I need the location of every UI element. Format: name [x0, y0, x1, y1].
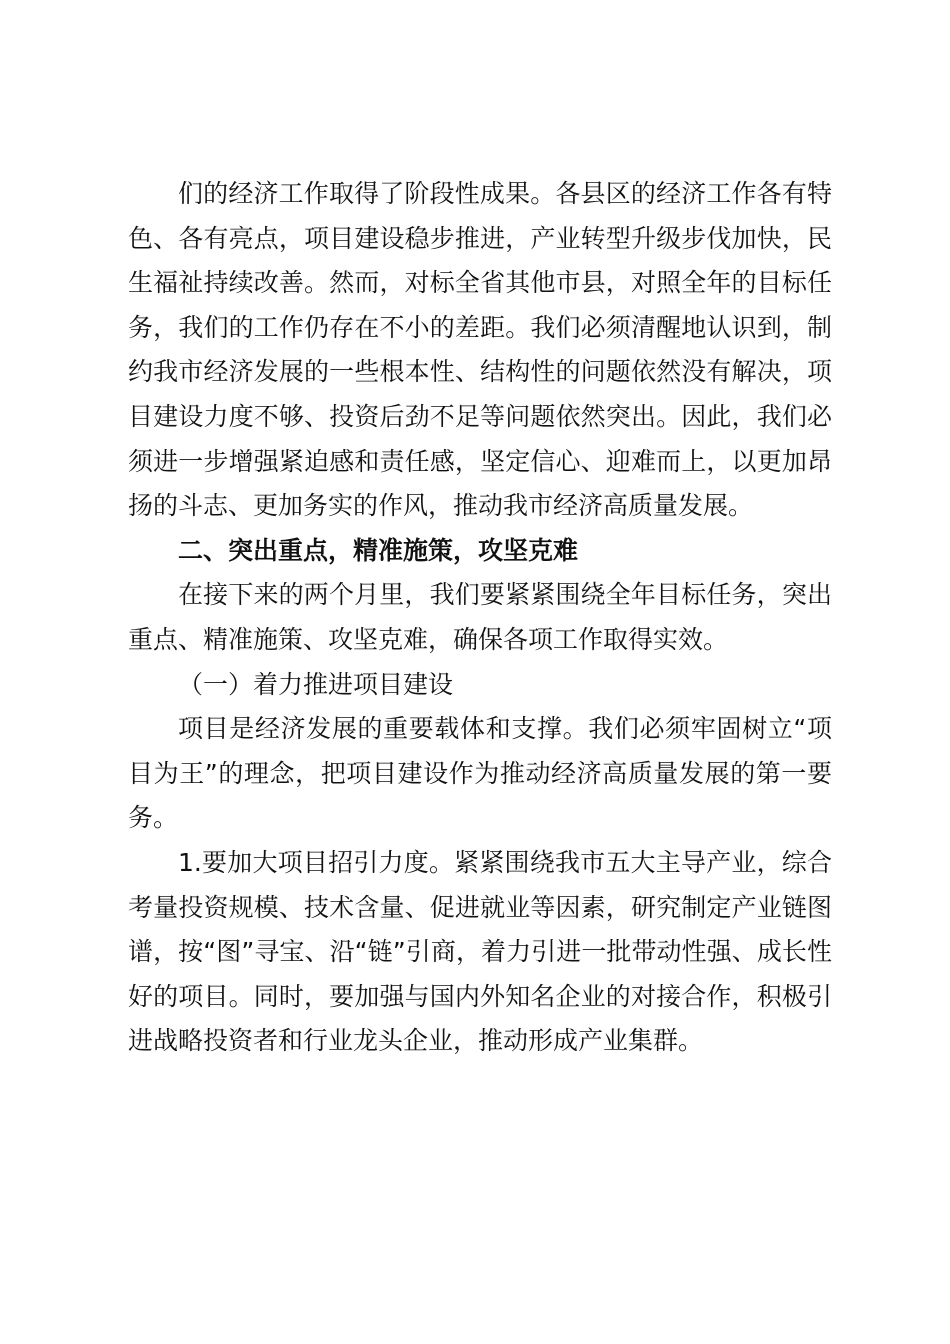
body-paragraph: 1.要加大项目招引力度。紧紧围绕我市五大主导产业，综合考量投资规模、技术含量、促进就业等因素，研究制定产业链图谱，按“图”寻宝、沿“链”引商，着力引进一批带动性强、成长性好的项目。同时，要加强与国内外知名企业的对接合作，积极引进战略投资者和行业龙头企业，推动形成产业集群。 — [128, 847, 832, 1056]
body-paragraph: 在接下来的两个月里，我们要紧紧围绕全年目标任务，突出重点、精准施策、攻坚克难，确保各项工作取得实效。 — [128, 580, 832, 654]
section-heading: 二、突出重点，精准施策，攻坚克难 — [178, 535, 579, 565]
subsection-heading: （一）着力推进项目建设 — [178, 669, 454, 699]
body-paragraph: 项目是经济发展的重要载体和支撑。我们必须牢固树立“项目为王”的理念，把项目建设作为推动经济高质量发展的第一要务。 — [128, 714, 832, 833]
body-paragraph: 们的经济工作取得了阶段性成果。各县区的经济工作各有特色、各有亮点，项目建设稳步推进，产业转型升级步伐加快，民生福祉持续改善。然而，对标全省其他市县，对照全年的目标任务，我们的工作仍存在不小的差距。我们必须清醒地认识到，制约我市经济发展的一些根本性、结构性的问题依然没有解决，项目建设力度不够、投资后劲不足等问题依然突出。因此，我们必须进一步增强紧迫感和责任感，坚定信心、迎难而上，以更加昂扬的斗志、更加务实的作风，推动我市经济高质量发展。 — [128, 179, 832, 521]
document-body — [128, 172, 832, 1064]
